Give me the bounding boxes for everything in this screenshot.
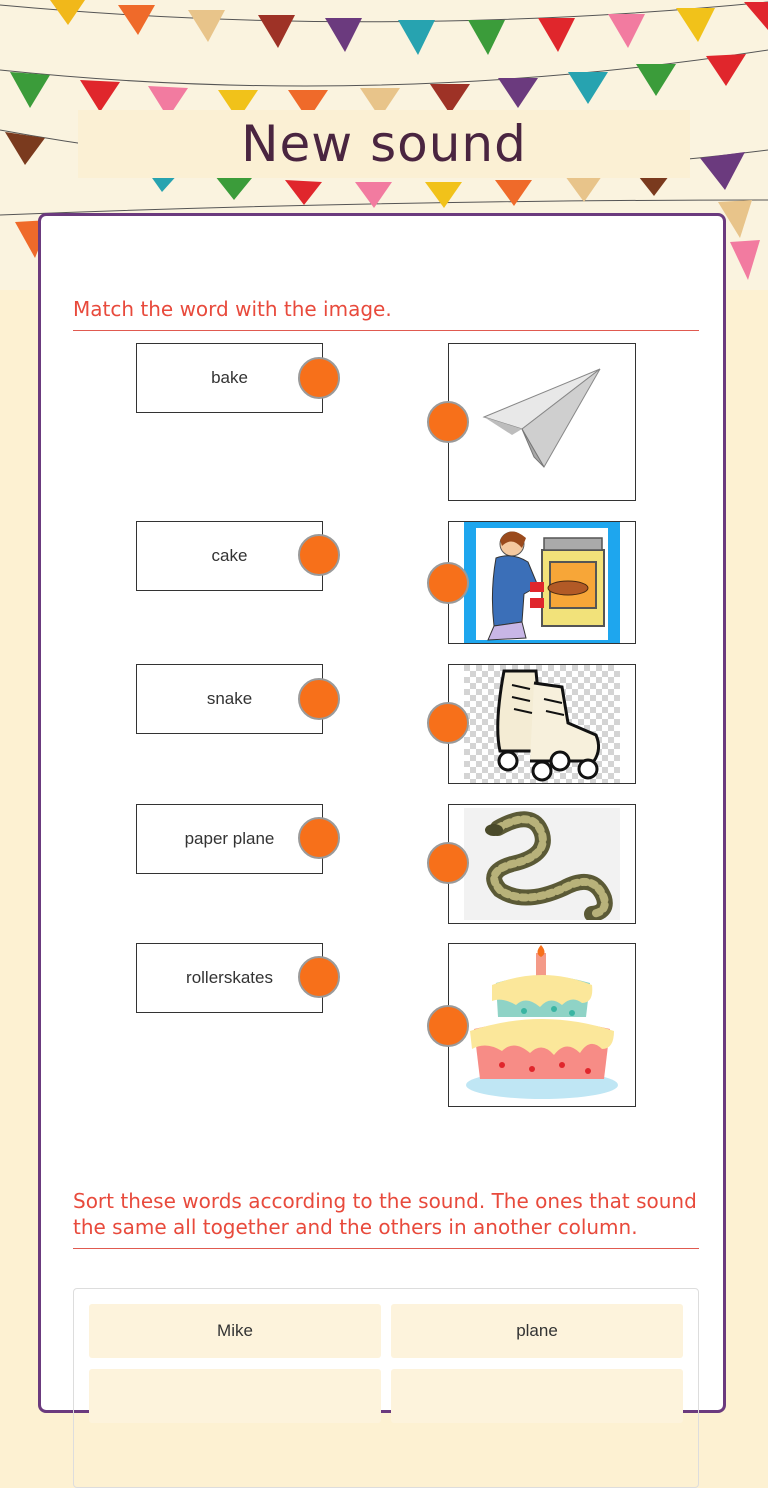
word-label: bake [211, 368, 248, 387]
sort-instruction: Sort these words according to the sound. The ones that sound the same all together and the others in another column. [73, 1188, 699, 1249]
match-word-bake[interactable] [136, 343, 323, 413]
match-word-snake[interactable] [136, 664, 323, 734]
match-image-cake[interactable] [448, 943, 636, 1107]
worksheet-card [38, 213, 726, 1413]
word-connector-dot[interactable] [298, 357, 340, 399]
word-label: paper plane [184, 829, 275, 848]
cake-icon [462, 945, 622, 1105]
word-connector-dot[interactable] [298, 678, 340, 720]
image-connector-dot[interactable] [427, 401, 469, 443]
match-word-rollerskates[interactable] [136, 943, 323, 1013]
match-image-baking[interactable] [448, 521, 636, 644]
page-title: New sound [241, 115, 527, 173]
sort-chip-mike[interactable] [89, 1304, 381, 1358]
snake-icon [464, 808, 620, 920]
sort-chip-empty[interactable] [391, 1369, 683, 1423]
word-label: rollerskates [186, 968, 273, 987]
word-label: snake [206, 689, 253, 708]
sort-chip-empty[interactable] [89, 1369, 381, 1423]
word-connector-dot[interactable] [298, 956, 340, 998]
image-connector-dot[interactable] [427, 842, 469, 884]
rollerskates-icon [464, 665, 620, 783]
word-connector-dot[interactable] [298, 817, 340, 859]
baking-woman-icon [464, 522, 620, 643]
match-image-rollerskates[interactable] [448, 664, 636, 784]
match-instruction: Match the word with the image. [73, 296, 699, 331]
image-connector-dot[interactable] [427, 1005, 469, 1047]
title-box [78, 110, 690, 178]
chip-label: plane [516, 1321, 558, 1340]
match-image-paper-plane[interactable] [448, 343, 636, 501]
paper-plane-icon [482, 367, 602, 477]
image-connector-dot[interactable] [427, 562, 469, 604]
match-word-cake[interactable] [136, 521, 323, 591]
sort-area [73, 1288, 699, 1488]
chip-label: Mike [217, 1321, 253, 1340]
match-image-snake[interactable] [448, 804, 636, 924]
word-label: cake [211, 546, 248, 565]
image-connector-dot[interactable] [427, 702, 469, 744]
match-word-paper-plane[interactable] [136, 804, 323, 874]
word-connector-dot[interactable] [298, 534, 340, 576]
sort-chip-plane[interactable] [391, 1304, 683, 1358]
